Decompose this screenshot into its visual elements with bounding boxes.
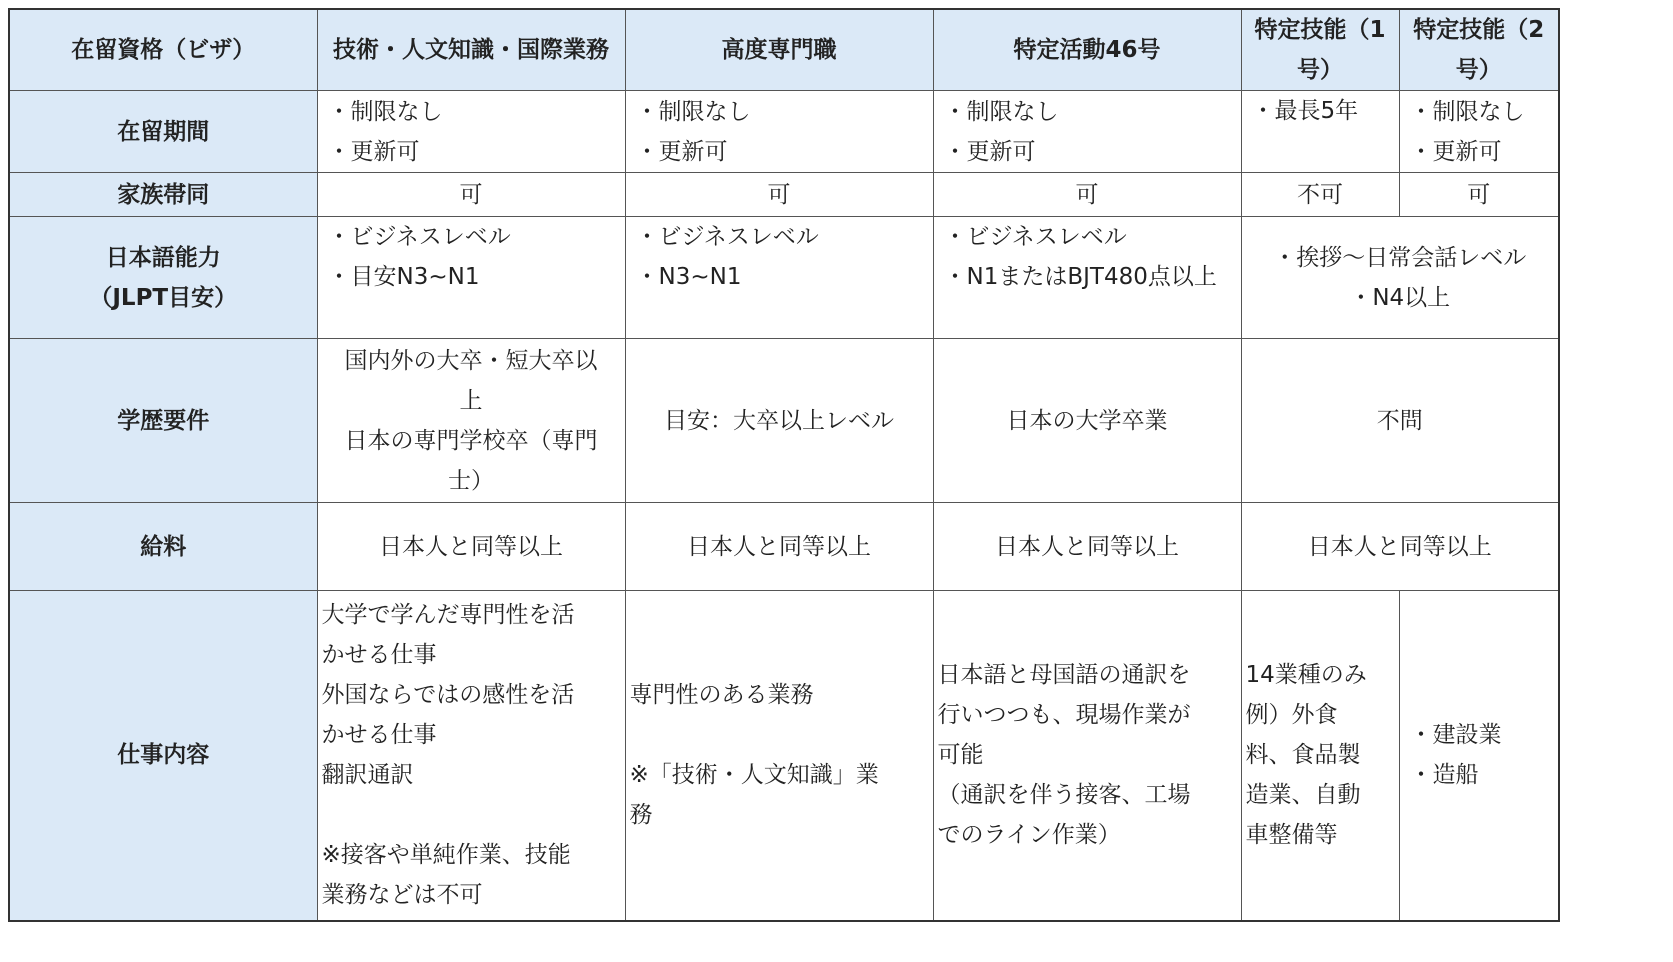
cell-line: 料、食品製 bbox=[1245, 742, 1361, 769]
row-label-period: 在留期間 bbox=[9, 91, 317, 173]
cell-line: でのライン作業） bbox=[937, 822, 1121, 849]
cell-salary-c1: 日本人と同等以上 bbox=[317, 503, 625, 591]
cell-period-c4 bbox=[1241, 91, 1399, 173]
cell-salary-c45: 日本人と同等以上 bbox=[1241, 503, 1559, 591]
cell-line: 務 bbox=[629, 802, 653, 829]
cell-period-c5 bbox=[1399, 91, 1559, 173]
cell-work-c2 bbox=[625, 591, 933, 921]
row-salary bbox=[9, 503, 1559, 591]
cell-japanese-c1 bbox=[317, 217, 625, 339]
cell-family-c4: 不可 bbox=[1241, 173, 1399, 217]
cell-line: ・ビジネスレベル bbox=[943, 224, 1127, 250]
cell-japanese-c45 bbox=[1241, 217, 1559, 339]
cell-line: 業務などは不可 bbox=[321, 882, 483, 909]
cell-line: 例）外食 bbox=[1245, 702, 1338, 729]
row-label-education: 学歴要件 bbox=[9, 339, 317, 503]
label-line: 日本語能力 bbox=[105, 244, 221, 271]
cell-family-c5: 可 bbox=[1399, 173, 1559, 217]
cell-line: ・制限なし bbox=[327, 98, 443, 125]
cell-line: ・更新可 bbox=[1409, 138, 1502, 165]
header-specified-skilled-1: 特定技能（1号） bbox=[1241, 9, 1399, 91]
cell-line: ・N1またはBJT480点以上 bbox=[943, 264, 1217, 290]
cell-period-c1 bbox=[317, 91, 625, 173]
cell-line: 車整備等 bbox=[1245, 822, 1338, 849]
cell-japanese-c2 bbox=[625, 217, 933, 339]
row-label-family: 家族帯同 bbox=[9, 173, 317, 217]
cell-line: 14業種のみ bbox=[1245, 662, 1367, 689]
cell-salary-c2: 日本人と同等以上 bbox=[625, 503, 933, 591]
cell-line: ・更新可 bbox=[943, 138, 1036, 165]
label-line: （JLPT目安） bbox=[89, 284, 238, 311]
cell-line: 国内外の大卒・短大卒以 bbox=[344, 347, 598, 374]
cell-line: ・建設業 bbox=[1409, 722, 1502, 749]
cell-work-c3 bbox=[933, 591, 1241, 921]
row-label-japanese bbox=[9, 217, 317, 339]
header-row bbox=[9, 9, 1559, 91]
cell-education-c45: 不問 bbox=[1241, 339, 1559, 503]
cell-japanese-c3 bbox=[933, 217, 1241, 339]
cell-line: ・造船 bbox=[1409, 762, 1479, 789]
cell-line: ・ビジネスレベル bbox=[635, 224, 819, 250]
cell-line: ・N3~N1 bbox=[635, 264, 742, 290]
cell-line: ・挨拶～日常会話レベル bbox=[1273, 244, 1527, 271]
cell-line: ・更新可 bbox=[635, 138, 728, 165]
row-education bbox=[9, 339, 1559, 503]
cell-work-c1 bbox=[317, 591, 625, 921]
cell-line: 行いつつも、現場作業が bbox=[937, 702, 1191, 729]
row-period bbox=[9, 91, 1559, 173]
cell-line: ・最長5年 bbox=[1251, 98, 1359, 124]
cell-line: ※接客や単純作業、技能 bbox=[321, 842, 571, 869]
cell-education-c2: 目安：大卒以上レベル bbox=[625, 339, 933, 503]
cell-line: ・制限なし bbox=[943, 98, 1059, 125]
cell-line: 専門性のある業務 bbox=[629, 682, 814, 709]
cell-family-c1: 可 bbox=[317, 173, 625, 217]
row-family bbox=[9, 173, 1559, 217]
cell-line: 日本の専門学校卒（専門 bbox=[344, 427, 598, 454]
visa-comparison-table bbox=[8, 8, 1560, 922]
blank-line bbox=[630, 715, 933, 755]
row-label-work: 仕事内容 bbox=[9, 591, 317, 921]
cell-line: 大学で学んだ専門性を活 bbox=[321, 602, 575, 629]
cell-work-c5 bbox=[1399, 591, 1559, 921]
cell-line: 上 bbox=[459, 387, 483, 414]
header-highly-skilled: 高度専門職 bbox=[625, 9, 933, 91]
cell-salary-c3: 日本人と同等以上 bbox=[933, 503, 1241, 591]
cell-line: 翻訳通訳 bbox=[321, 762, 414, 789]
cell-line: ・ビジネスレベル bbox=[327, 224, 511, 250]
cell-family-c3: 可 bbox=[933, 173, 1241, 217]
cell-line: 外国ならではの感性を活 bbox=[321, 682, 575, 709]
cell-education-c1 bbox=[317, 339, 625, 503]
cell-education-c3: 日本の大学卒業 bbox=[933, 339, 1241, 503]
cell-line: ・N4以上 bbox=[1349, 284, 1451, 311]
header-engineer-humanities: 技術・人文知識・国際業務 bbox=[317, 9, 625, 91]
blank-line bbox=[322, 795, 625, 835]
cell-line: ・制限なし bbox=[1409, 98, 1525, 125]
cell-family-c2: 可 bbox=[625, 173, 933, 217]
cell-line: 日本語と母国語の通訳を bbox=[937, 662, 1191, 689]
cell-line: ・制限なし bbox=[635, 98, 751, 125]
row-japanese bbox=[9, 217, 1559, 339]
cell-line: かせる仕事 bbox=[321, 642, 437, 669]
cell-line: ・更新可 bbox=[327, 138, 420, 165]
header-visa-type: 在留資格（ビザ） bbox=[9, 9, 317, 91]
header-designated-46: 特定活動46号 bbox=[933, 9, 1241, 91]
cell-line: かせる仕事 bbox=[321, 722, 437, 749]
cell-work-c4 bbox=[1241, 591, 1399, 921]
cell-period-c2 bbox=[625, 91, 933, 173]
cell-line: （通訳を伴う接客、工場 bbox=[937, 782, 1191, 809]
cell-period-c3 bbox=[933, 91, 1241, 173]
cell-line: 可能 bbox=[937, 742, 984, 769]
cell-line: 士） bbox=[448, 467, 494, 494]
header-specified-skilled-2: 特定技能（2号） bbox=[1399, 9, 1559, 91]
cell-line: ※「技術・人文知識」業 bbox=[629, 762, 879, 789]
row-work bbox=[9, 591, 1559, 921]
cell-line: 造業、自動 bbox=[1245, 782, 1361, 809]
row-label-salary: 給料 bbox=[9, 503, 317, 591]
cell-line: ・目安N3~N1 bbox=[327, 264, 480, 290]
